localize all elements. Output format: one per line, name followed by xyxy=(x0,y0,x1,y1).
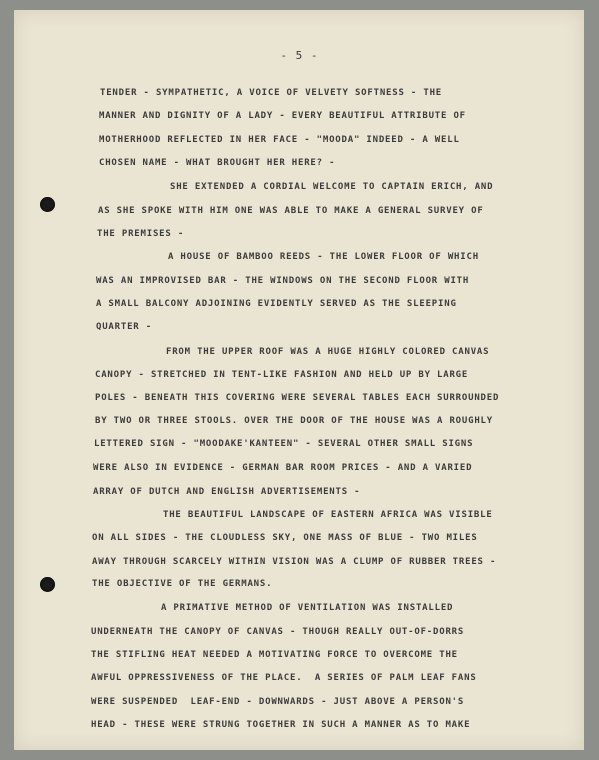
text-line: FROM THE UPPER ROOF WAS A HUGE HIGHLY COLORED CANVAS xyxy=(166,347,490,357)
text-line: TENDER - SYMPATHETIC, A VOICE OF VELVETY SOFTNESS - THE xyxy=(100,88,443,98)
text-line: MOTHERHOOD REFLECTED IN HER FACE - "MOODA" INDEED - A WELL xyxy=(99,135,460,145)
text-line: AWAY THROUGH SCARCELY WITHIN VISION WAS A CLUMP OF RUBBER TREES - xyxy=(92,557,497,567)
text-line: AS SHE SPOKE WITH HIM ONE WAS ABLE TO MAKE A GENERAL SURVEY OF xyxy=(98,206,484,216)
text-line: UNDERNEATH THE CANOPY OF CANVAS - THOUGH REALLY OUT-OF-DORRS xyxy=(91,627,465,637)
text-line: A PRIMATIVE METHOD OF VENTILATION WAS INSTALLED xyxy=(161,603,454,613)
text-line: HEAD - THESE WERE STRUNG TOGETHER IN SUCH A MANNER AS TO MAKE xyxy=(91,720,471,730)
text-line: QUARTER - xyxy=(96,322,152,332)
text-line: WERE ALSO IN EVIDENCE - GERMAN BAR ROOM PRICES - AND A VARIED xyxy=(93,463,473,473)
page-number: - 5 - xyxy=(280,49,319,62)
text-line: A HOUSE OF BAMBOO REEDS - THE LOWER FLOOR OF WHICH xyxy=(168,252,479,262)
text-line: WAS AN IMPROVISED BAR - THE WINDOWS ON THE SECOND FLOOR WITH xyxy=(96,276,470,286)
text-line: A SMALL BALCONY ADJOINING EVIDENTLY SERVED AS THE SLEEPING xyxy=(96,299,457,309)
text-line: THE OBJECTIVE OF THE GERMANS. xyxy=(92,579,273,589)
text-line: ARRAY OF DUTCH AND ENGLISH ADVERTISEMENTS - xyxy=(93,487,361,497)
text-line: CHOSEN NAME - WHAT BROUGHT HER HERE? - xyxy=(99,158,336,168)
text-line: THE PREMISES - xyxy=(97,229,185,239)
text-line: WERE SUSPENDED LEAF-END - DOWNWARDS - JUST ABOVE A PERSON'S xyxy=(91,697,465,707)
text-line: AWFUL OPPRESSIVENESS OF THE PLACE. A SERIES OF PALM LEAF FANS xyxy=(91,673,477,683)
text-line: SHE EXTENDED A CORDIAL WELCOME TO CAPTAIN ERICH, AND xyxy=(170,182,494,192)
text-line: THE BEAUTIFUL LANDSCAPE OF EASTERN AFRICA WAS VISIBLE xyxy=(163,510,493,520)
text-line: POLES - BENEATH THIS COVERING WERE SEVERAL TABLES EACH SURROUNDED xyxy=(95,393,500,403)
text-line: ON ALL SIDES - THE CLOUDLESS SKY, ONE MASS OF BLUE - TWO MILES xyxy=(92,533,478,543)
text-line: CANOPY - STRETCHED IN TENT-LIKE FASHION AND HELD UP BY LARGE xyxy=(95,370,469,380)
text-line: BY TWO OR THREE STOOLS. OVER THE DOOR OF THE HOUSE WAS A ROUGHLY xyxy=(95,416,493,426)
text-line: MANNER AND DIGNITY OF A LADY - EVERY BEAUTIFUL ATTRIBUTE OF xyxy=(99,111,466,121)
text-line: LETTERED SIGN - "MOODAKE'KANTEEN" - SEVERAL OTHER SMALL SIGNS xyxy=(94,439,474,449)
text-line: THE STIFLING HEAT NEEDED A MOTIVATING FORCE TO OVERCOME THE xyxy=(91,650,458,660)
